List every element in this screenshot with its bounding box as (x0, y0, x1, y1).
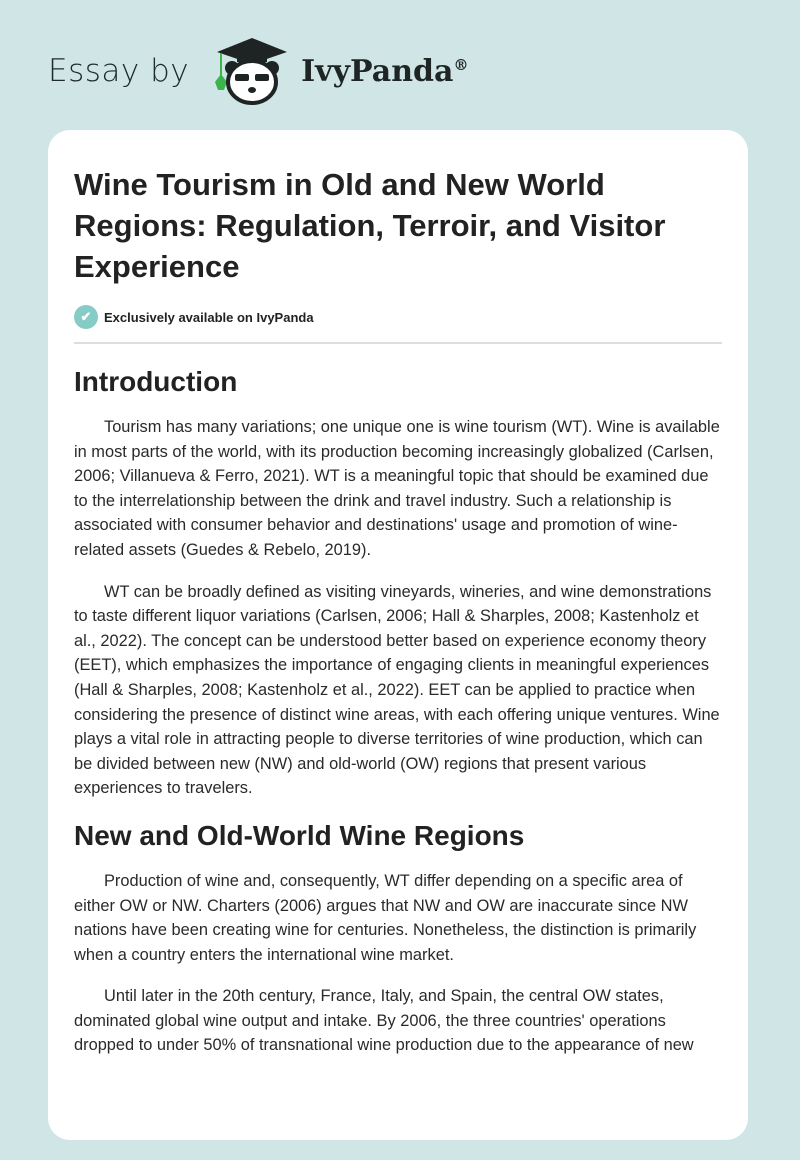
section-heading: New and Old-World Wine Regions (74, 819, 525, 851)
section-heading: Introduction (74, 366, 238, 397)
ivypanda-logo-icon[interactable] (207, 36, 297, 106)
badge-text: Exclusively available on IvyPanda (104, 309, 314, 325)
check-icon: ✔ (74, 305, 98, 329)
paragraph: Until later in the 20th century, France, Italy, and Spain, the central OW states, dominated global wine output and intake. By 2006, the three countries' operations dropped to under 50% of transnational wine production due to the appearance of new (74, 987, 694, 1055)
divider (74, 342, 722, 344)
paragraph: WT can be broadly defined as visiting vineyards, wineries, and wine demonstrations to taste different liquor variations (Carlsen, 2006; Hall & Sharples, 2008; Kastenholz et al., 2022). The concept can be understood better based on experience economy theory (EET), which emphasizes the importance of engaging clients in meaningful experiences (Hall & Sharples, 2008; Kastenholz et al., 2022). EET can be applied to practice when considering the presence of distinct wine areas, with each offering unique ventures. Wine plays a vital role in attracting people to diverse territories of wine production, which can be divided between new (NW) and old-world (OW) regions that present various experiences to travelers. (74, 582, 720, 798)
brand-name[interactable] (301, 54, 468, 89)
essay-by-label: Essay by (48, 53, 190, 89)
paragraph: Tourism has many variations; one unique one is wine tourism (WT). Wine is available in most parts of the world, with its production becoming increasingly globalized (Carlsen, 2006; Villanueva & Ferro, 2021). WT is a meaningful topic that should be examined due to the interrelationship between the drink and travel industry. Such a relationship is associated with consumer behavior and destinations' usage and promotion of wine-related assets (Guedes & Rebelo, 2019). (74, 418, 720, 559)
essay-card (48, 130, 748, 1140)
essay-title: Wine Tourism in Old and New World Regions: Regulation, Terroir, and Visitor Experience (74, 167, 666, 284)
paragraph: Production of wine and, consequently, WT differ depending on a specific area of either OW or NW. Charters (2006) argues that NW and OW are inaccurate since NW nations have been creating wine for centuries. Nonetheless, the distinction is primarily when a country enters the international wine market. (74, 871, 697, 964)
registered-mark: ® (453, 55, 469, 74)
site-header (48, 36, 468, 106)
exclusive-badge (74, 305, 722, 329)
brand-text: IvyPanda (301, 53, 454, 89)
